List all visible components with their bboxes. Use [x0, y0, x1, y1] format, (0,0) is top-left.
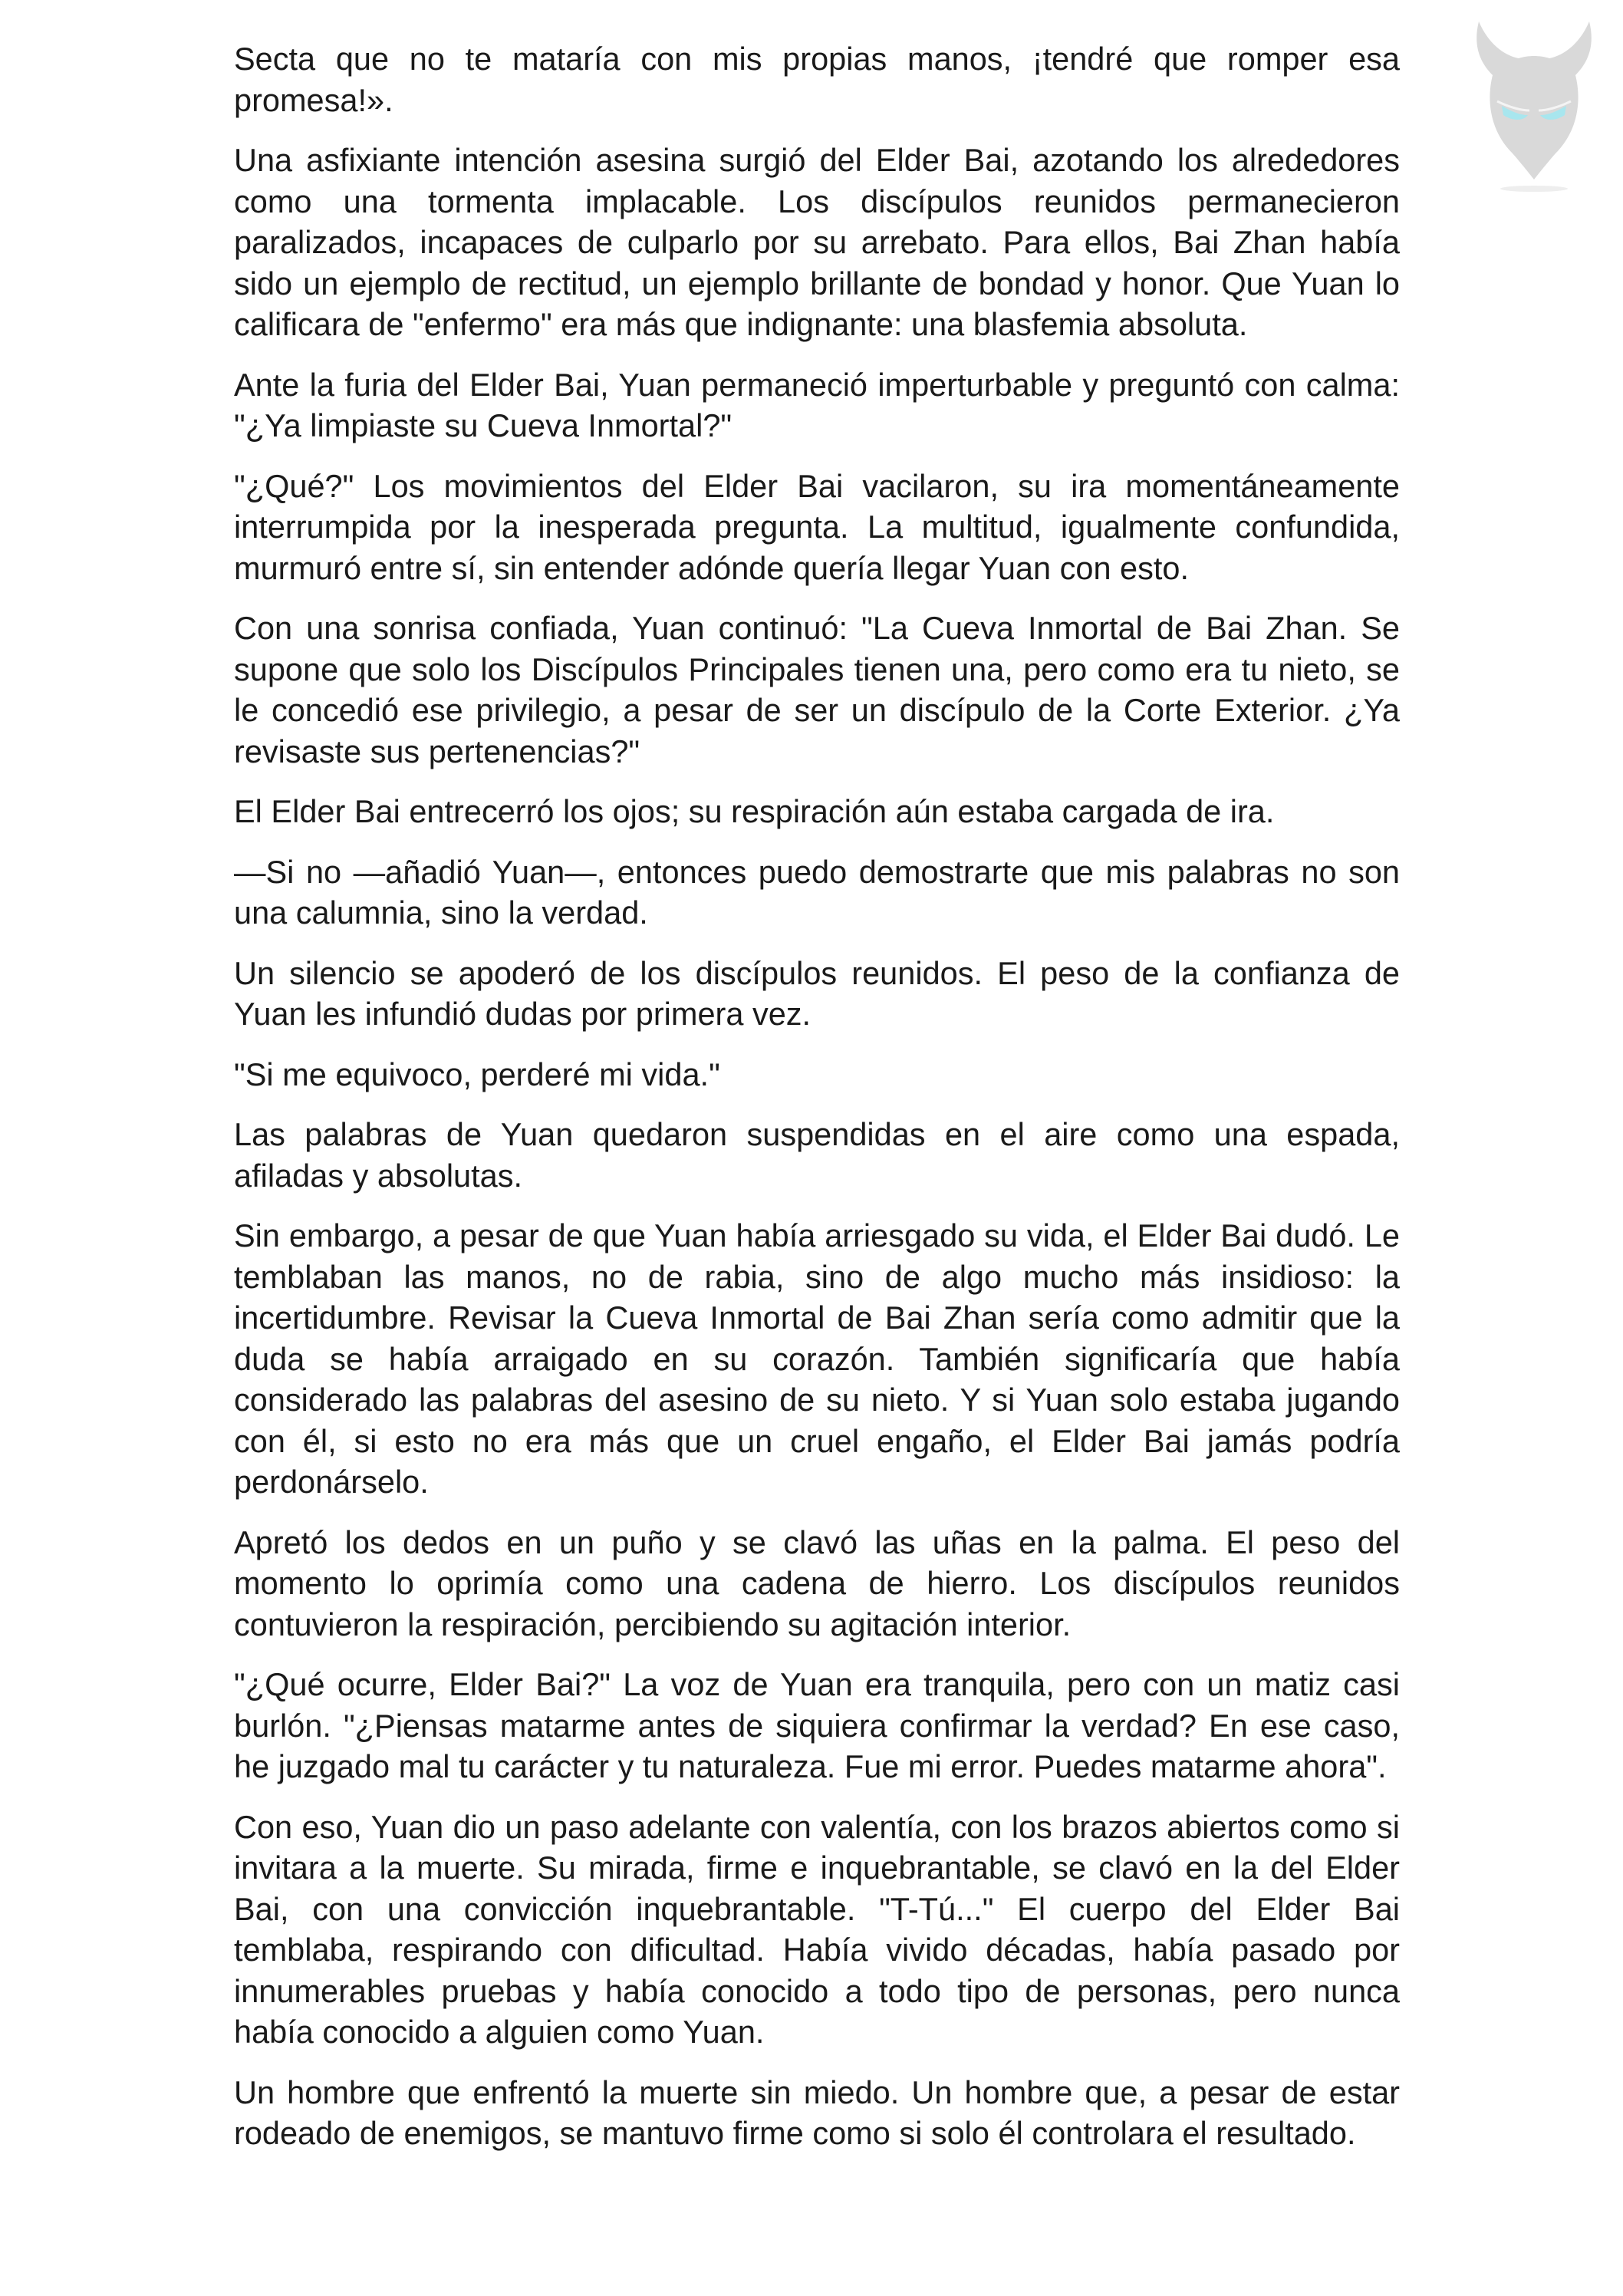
paragraph: —Si no —añadió Yuan—, entonces puedo demostrarte que mis palabras no son una calumnia, sino la verdad. — [234, 853, 1400, 931]
paragraph: Las palabras de Yuan quedaron suspendidas en el aire como una espada, afiladas y absolutas. — [234, 1116, 1400, 1194]
paragraph: Secta que no te mataría con mis propias manos, ¡tendré que romper esa promesa!». — [234, 41, 1400, 118]
paragraph: Un hombre que enfrentó la muerte sin miedo. Un hombre que, a pesar de estar rodeado de enemigos, se mantuvo firme como si solo él controlara el resultado. — [234, 2074, 1400, 2151]
paragraph: Ante la furia del Elder Bai, Yuan permaneció imperturbable y preguntó con calma: "¿Ya limpiaste su Cueva Inmortal?" — [234, 366, 1400, 443]
paragraph: Con una sonrisa confiada, Yuan continuó: "La Cueva Inmortal de Bai Zhan. Se supone que solo los Discípulos Principales tienen una, pero como era tu nieto, se le concedió ese privilegio, a pesar de ser un discípulo de la Corte Exterior. ¿Ya revisaste sus pertenencias?" — [234, 610, 1400, 769]
paragraph: "Si me equivoco, perderé mi vida." — [234, 1056, 720, 1092]
paragraph: "¿Qué ocurre, Elder Bai?" La voz de Yuan era tranquila, pero con un matiz casi burlón. "¿Piensas matarme antes de siquiera confirmar la verdad? En ese caso, he juzgado mal tu carácter y tu naturaleza. Fue mi error. Puedes matarme ahora". — [234, 1666, 1400, 1784]
paragraph: Apretó los dedos en un puño y se clavó las uñas en la palma. El peso del momento lo oprimía como una cadena de hierro. Los discípulos reunidos contuvieron la respiración, percibiendo su agitación interior. — [234, 1524, 1400, 1642]
paragraph: Un silencio se apoderó de los discípulos reunidos. El peso de la confianza de Yuan les infundió dudas por primera vez. — [234, 954, 1400, 1032]
paragraph: El Elder Bai entrecerró los ojos; su respiración aún estaba cargada de ira. — [234, 793, 1275, 829]
paragraph: Sin embargo, a pesar de que Yuan había arriesgado su vida, el Elder Bai dudó. Le temblaban las manos, no de rabia, sino de algo mucho más insidioso: la incertidumbre. Revisar la Cueva Inmortal de Bai Zhan sería como admitir que la duda se había arraigado en su corazón. También significaría que había considerado las palabras del asesino de su nieto. Y si Yuan solo estaba jugando con él, si esto no era más que un cruel engaño, el Elder Bai jamás podría perdonárselo. — [234, 1217, 1400, 1500]
paragraph: Una asfixiante intención asesina surgió del Elder Bai, azotando los alrededores como una tormenta implacable. Los discípulos reunidos permanecieron paralizados, incapaces de culparlo por su arrebato. Para ellos, Bai Zhan había sido un ejemplo de rectitud, un ejemplo brillante de bondad y honor. Que Yuan lo calificara de "enfermo" era más que indignante: una blasfemia absoluta. — [234, 142, 1400, 342]
paragraph: Con eso, Yuan dio un paso adelante con valentía, con los brazos abiertos como si invitara a la muerte. Su mirada, firme e inquebrantable, se clavó en la del Elder Bai, con una convicción inquebrantable. "T-Tú..." El cuerpo del Elder Bai temblaba, respirando con dificultad. Había vivido décadas, había pasado por innumerables pruebas y había conocido a todo tipo de personas, pero nunca había conocido a alguien como Yuan. — [234, 1808, 1400, 2050]
paragraph: "¿Qué?" Los movimientos del Elder Bai vacilaron, su ira momentáneamente interrumpida por la inesperada pregunta. La multitud, igualmente confundida, murmuró entre sí, sin entender adónde quería llegar Yuan con esto. — [234, 467, 1400, 586]
demon-head-logo-icon — [1457, 15, 1611, 192]
document-body — [234, 38, 1400, 2173]
